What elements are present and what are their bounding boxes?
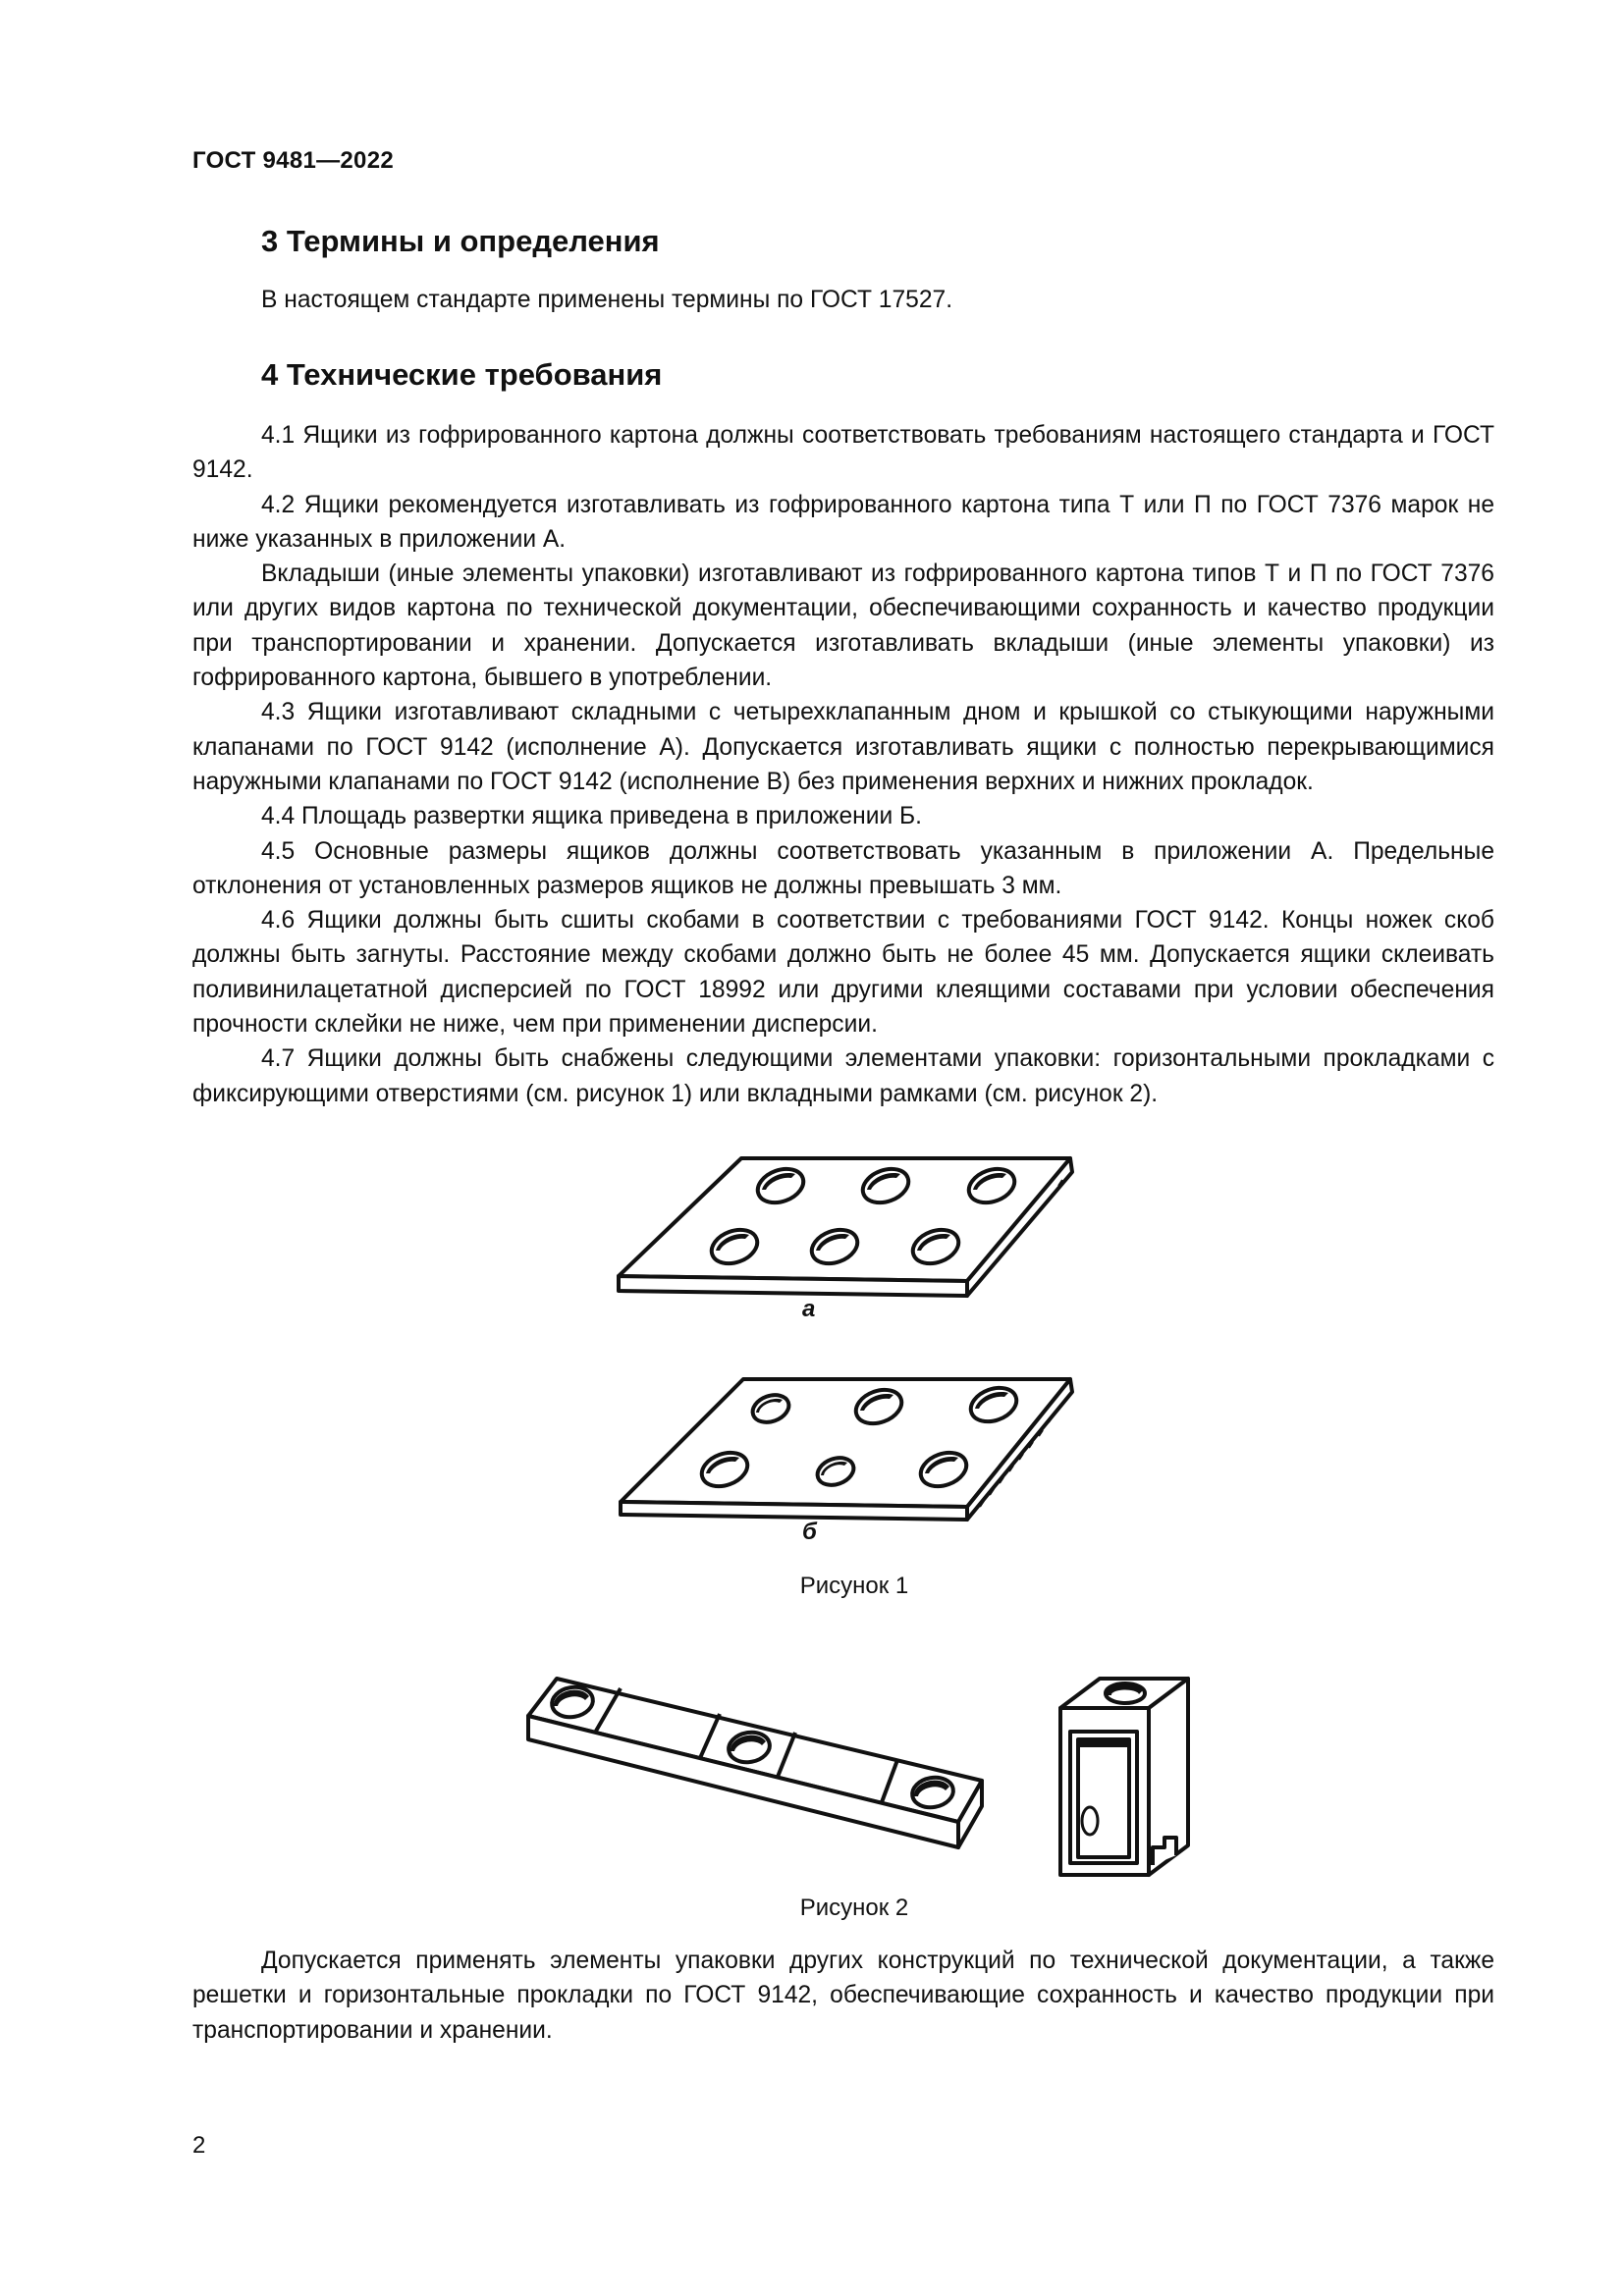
figure-1b-label: б [802, 1519, 817, 1545]
paragraph-4-1: 4.1 Ящики из гофрированного картона должны соответствовать требованиям настоящего стандарта и ГОСТ 9142. [192, 422, 1494, 484]
document-code: ГОСТ 9481—2022 [192, 147, 395, 174]
paragraph: Допускается применять элементы упаковки других конструкций по технической документации, а также решетки и горизонтальные прокладки по ГОСТ 9142, обеспечивающие сохранность и качество продукции при транспортировании и хранении. [192, 1948, 1494, 2044]
paragraph-4-3: 4.3 Ящики изготавливают складными с четырехклапанным дном и крышкой со стыкующими наружными клапанами по ГОСТ 9142 (исполнение А). Допускается изготавливать ящики с полностью перекрывающимися наружными клапанами по ГОСТ 9142 (исполнение В) без применения верхних и нижних прокладок. [192, 699, 1494, 795]
paragraph-4-4: 4.4 Площадь развертки ящика приведена в приложении Б. [261, 803, 923, 830]
figure-1a-pad-illustration [609, 1139, 1100, 1315]
figure-2-frame-strip-illustration [511, 1659, 992, 1885]
section-3-title: 3 Термины и определения [261, 224, 660, 258]
paragraph-4-2: 4.2 Ящики рекомендуется изготавливать из гофрированного картона типа Т или П по ГОСТ 7376 марок не ниже указанных в приложении А. [192, 491, 1494, 553]
paragraph-4-7: 4.7 Ящики должны быть снабжены следующими элементами упаковки: горизонтальными прокладками с фиксирующими отверстиями (см. рисунок 1) или вкладными рамками (см. рисунок 2). [192, 1045, 1494, 1107]
figure-2-caption: Рисунок 2 [799, 1895, 909, 1921]
page-number: 2 [192, 2132, 206, 2159]
section-3-body [192, 283, 1494, 317]
figure-1a-label: а [802, 1296, 816, 1322]
paragraph-4-6: 4.6 Ящики должны быть сшиты скобами в соответствии с требованиями ГОСТ 9142. Концы ножек скоб должны быть загнуты. Расстояние между скобами должно быть не более 45 мм. Допускается ящики склеивать поливинилацетатной дисперсией по ГОСТ 18992 или другими клеящими составами при условии обеспечения прочности склейки не ниже, чем при применении дисперсии. [192, 907, 1494, 1039]
paragraph: В настоящем стандарте применены термины по ГОСТ 17527. [261, 287, 953, 313]
closing-paragraph-block [192, 1944, 1494, 2048]
paragraph-inserts: Вкладыши (иные элементы упаковки) изготавливают из гофрированного картона типов Т и П по ГОСТ 7376 или других видов картона по технической документации, обеспечивающими сохранность и качество продукции при транспортировании и хранении. Допускается изготавливать вкладыши (иные элементы упаковки) из гофрированного картона, бывшего в употреблении. [192, 561, 1494, 692]
figure-1-caption: Рисунок 1 [799, 1573, 909, 1599]
paragraph-4-5: 4.5 Основные размеры ящиков должны соответствовать указанным в приложении А. Предельные отклонения от установленных размеров ящиков не должны превышать 3 мм. [192, 837, 1494, 899]
section-4-body [192, 418, 1494, 1111]
section-4-title: 4 Технические требования [261, 357, 663, 392]
figure-2-insert-block-illustration [1041, 1669, 1198, 1885]
figure-1b-pad-illustration [601, 1360, 1092, 1536]
